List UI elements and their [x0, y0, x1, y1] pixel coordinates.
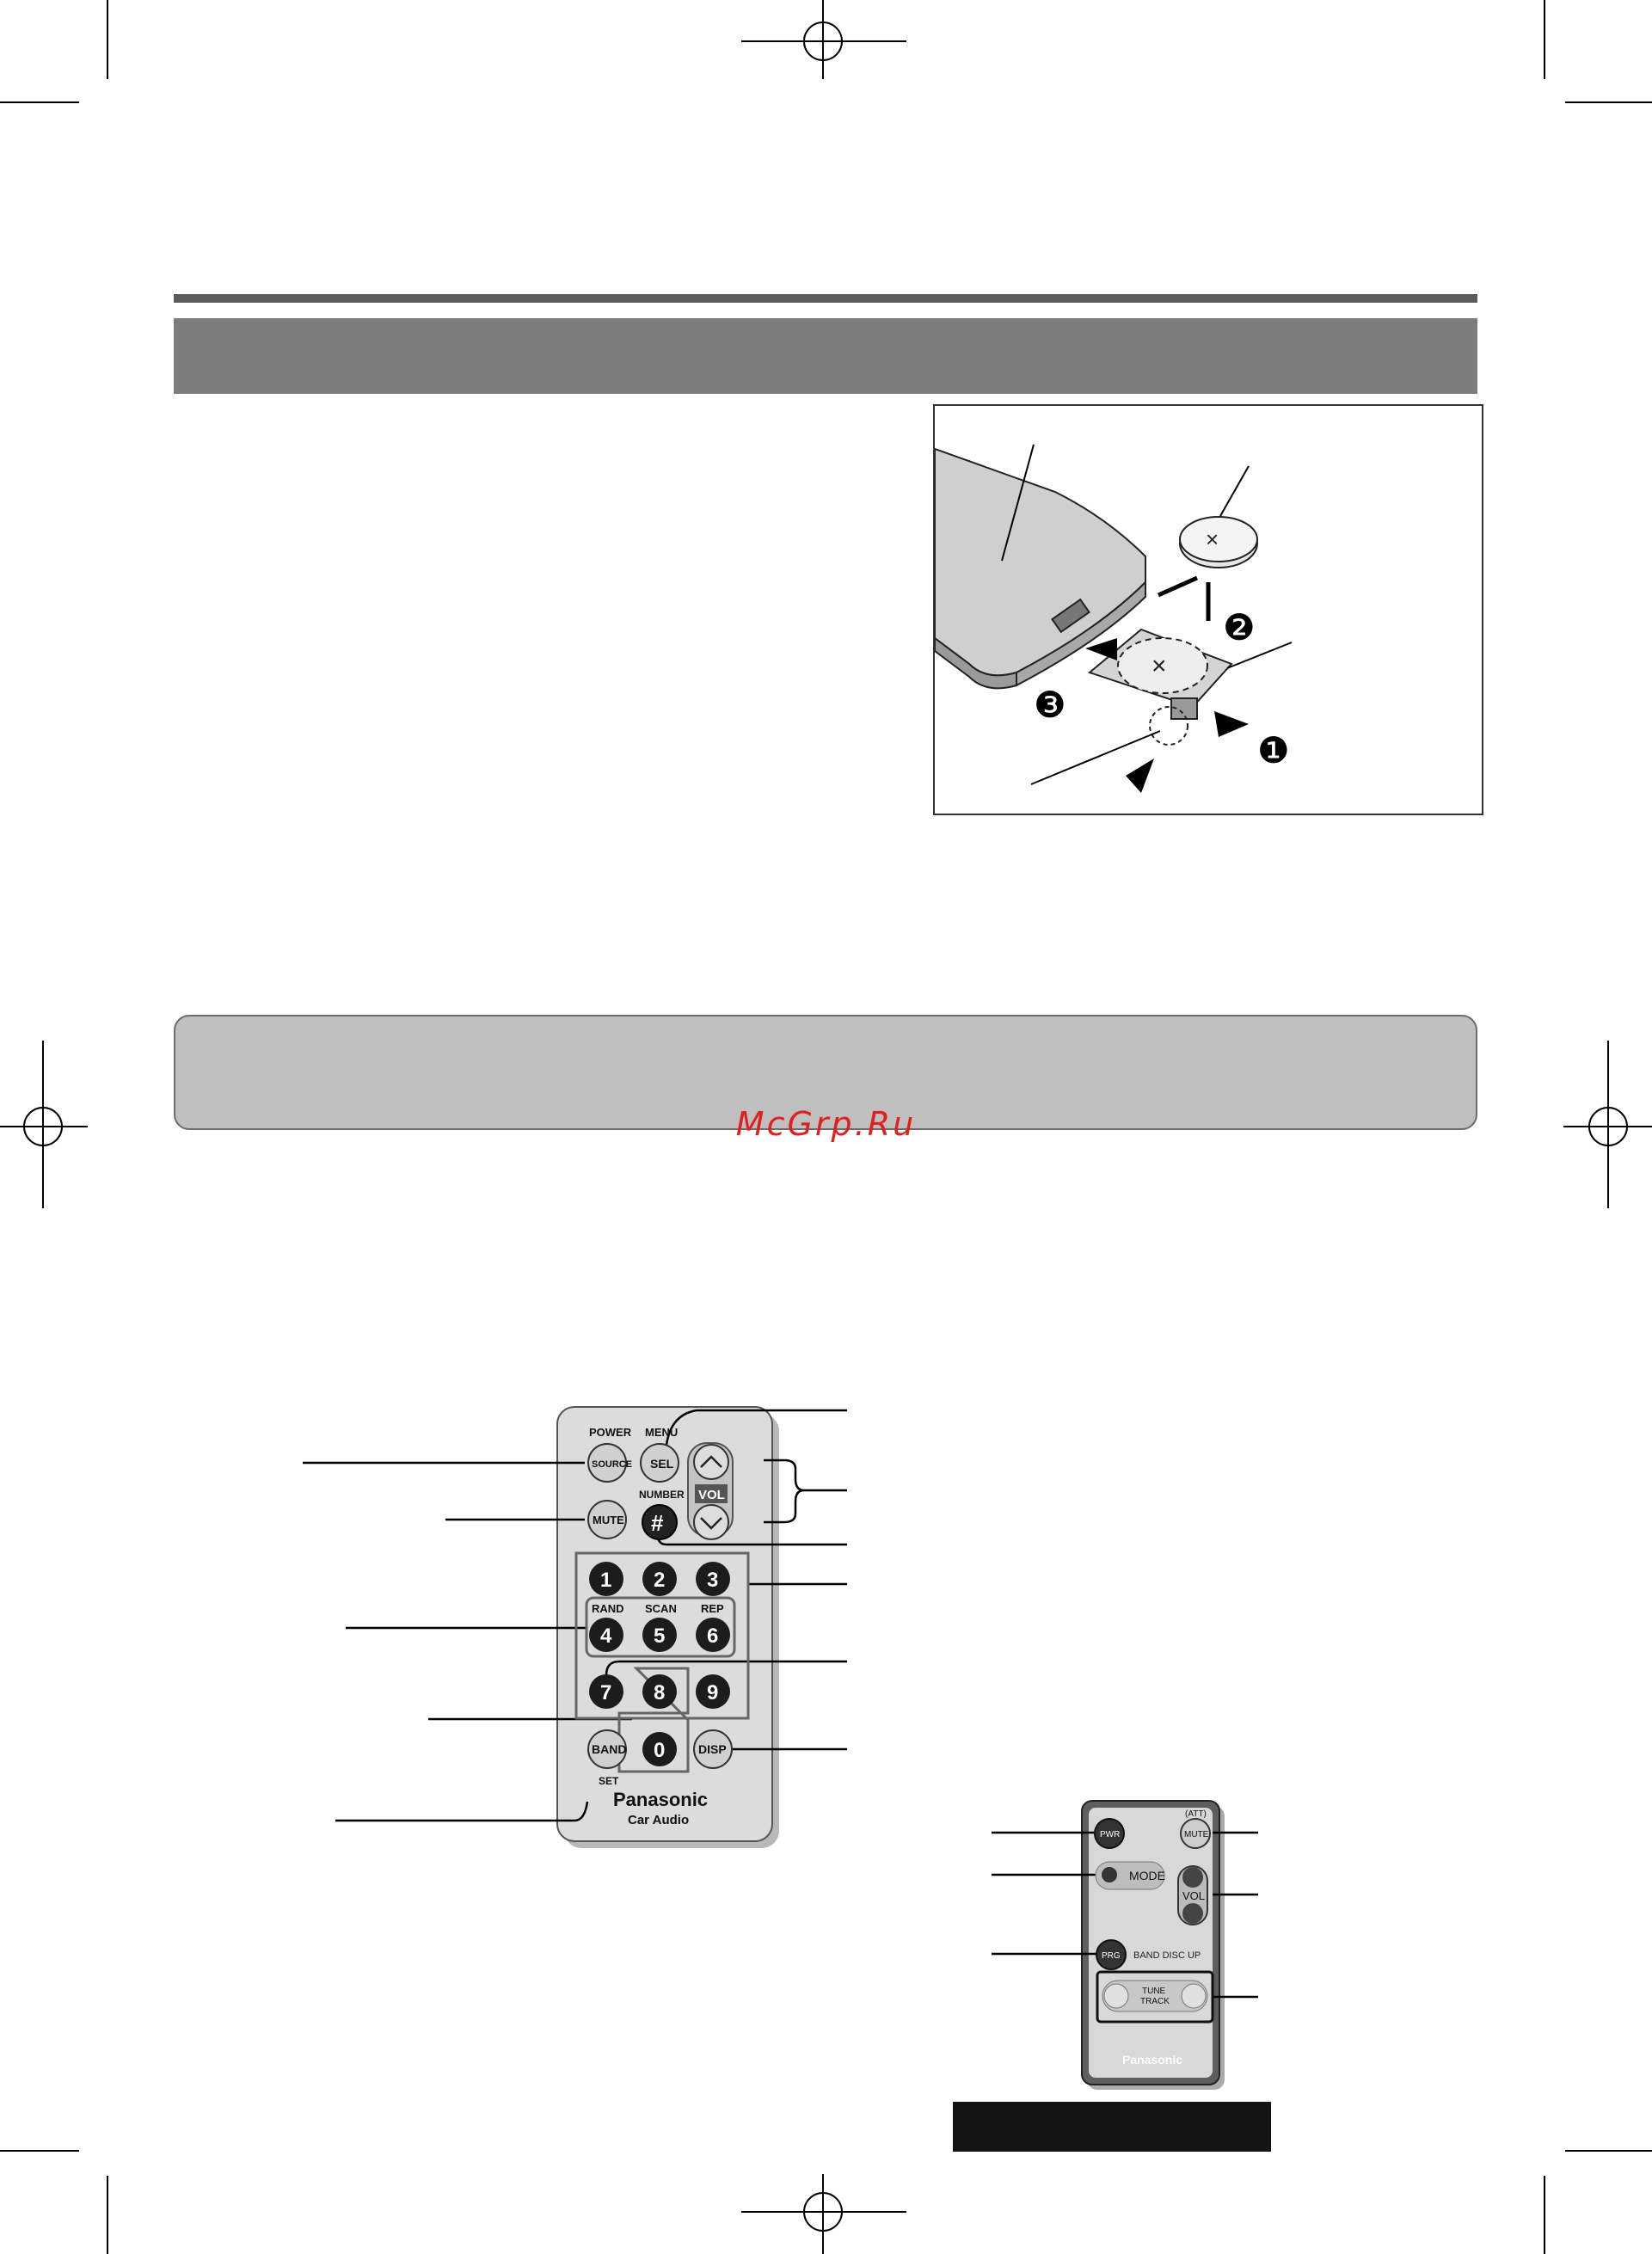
menu-label: MENU — [645, 1426, 679, 1439]
brand-subtitle: Car Audio — [628, 1813, 690, 1827]
digit-7-label: 7 — [600, 1681, 612, 1704]
small-mode-button[interactable] — [1102, 1867, 1117, 1882]
vol-label: VOL — [698, 1488, 725, 1502]
sel-label: SEL — [650, 1457, 674, 1471]
att-label: (ATT) — [1185, 1809, 1207, 1819]
small-vol-label: VOL — [1182, 1889, 1206, 1902]
small-pwr-label: PWR — [1100, 1830, 1121, 1839]
small-tune-up-button[interactable] — [1182, 1984, 1206, 2008]
number-label: NUMBER — [639, 1489, 685, 1501]
small-mode-label: MODE — [1129, 1869, 1165, 1882]
hash-label: # — [651, 1510, 664, 1536]
digit-3-label: 3 — [707, 1569, 719, 1592]
digit-9-label: 9 — [707, 1681, 719, 1704]
tune-label: TUNE — [1142, 1987, 1166, 1996]
digit-8-label: 8 — [654, 1681, 666, 1704]
set-label: SET — [599, 1775, 619, 1787]
power-label: POWER — [589, 1426, 632, 1439]
language-tab-bar — [953, 2102, 1271, 2152]
digit-5-label: 5 — [654, 1624, 666, 1648]
digit-6-label: 6 — [707, 1624, 719, 1648]
rep-label: REP — [701, 1602, 724, 1615]
rand-label: RAND — [592, 1602, 624, 1615]
small-vol-down-button[interactable] — [1182, 1903, 1203, 1924]
disp-label: DISP — [698, 1742, 727, 1756]
step-2-marker: ❷ — [1223, 607, 1256, 648]
source-label: SOURCE — [592, 1459, 633, 1470]
digit-2-label: 2 — [654, 1569, 666, 1592]
svg-text:×: × — [1206, 526, 1219, 552]
band-label: BAND — [592, 1742, 627, 1756]
step-1-marker: ❶ — [1257, 730, 1290, 771]
svg-text:×: × — [1151, 652, 1167, 680]
scan-label: SCAN — [645, 1602, 677, 1615]
small-tune-down-button[interactable] — [1104, 1984, 1128, 2008]
small-brand-logo: Panasonic — [1122, 2053, 1183, 2067]
small-prg-label: PRG — [1102, 1951, 1121, 1961]
brand-logo: Panasonic — [613, 1789, 709, 1810]
band-disc-up-label: BAND DISC UP — [1133, 1950, 1201, 1961]
step-3-marker: ❸ — [1034, 685, 1066, 725]
digit-1-label: 1 — [600, 1569, 612, 1592]
small-vol-up-button[interactable] — [1182, 1867, 1203, 1888]
digit-4-label: 4 — [600, 1624, 612, 1648]
digit-0-label: 0 — [654, 1739, 666, 1762]
watermark-text: McGrp.Ru — [735, 1105, 917, 1143]
mute-label: MUTE — [593, 1514, 624, 1526]
small-mute-label: MUTE — [1184, 1830, 1209, 1839]
track-label: TRACK — [1140, 1997, 1170, 2006]
